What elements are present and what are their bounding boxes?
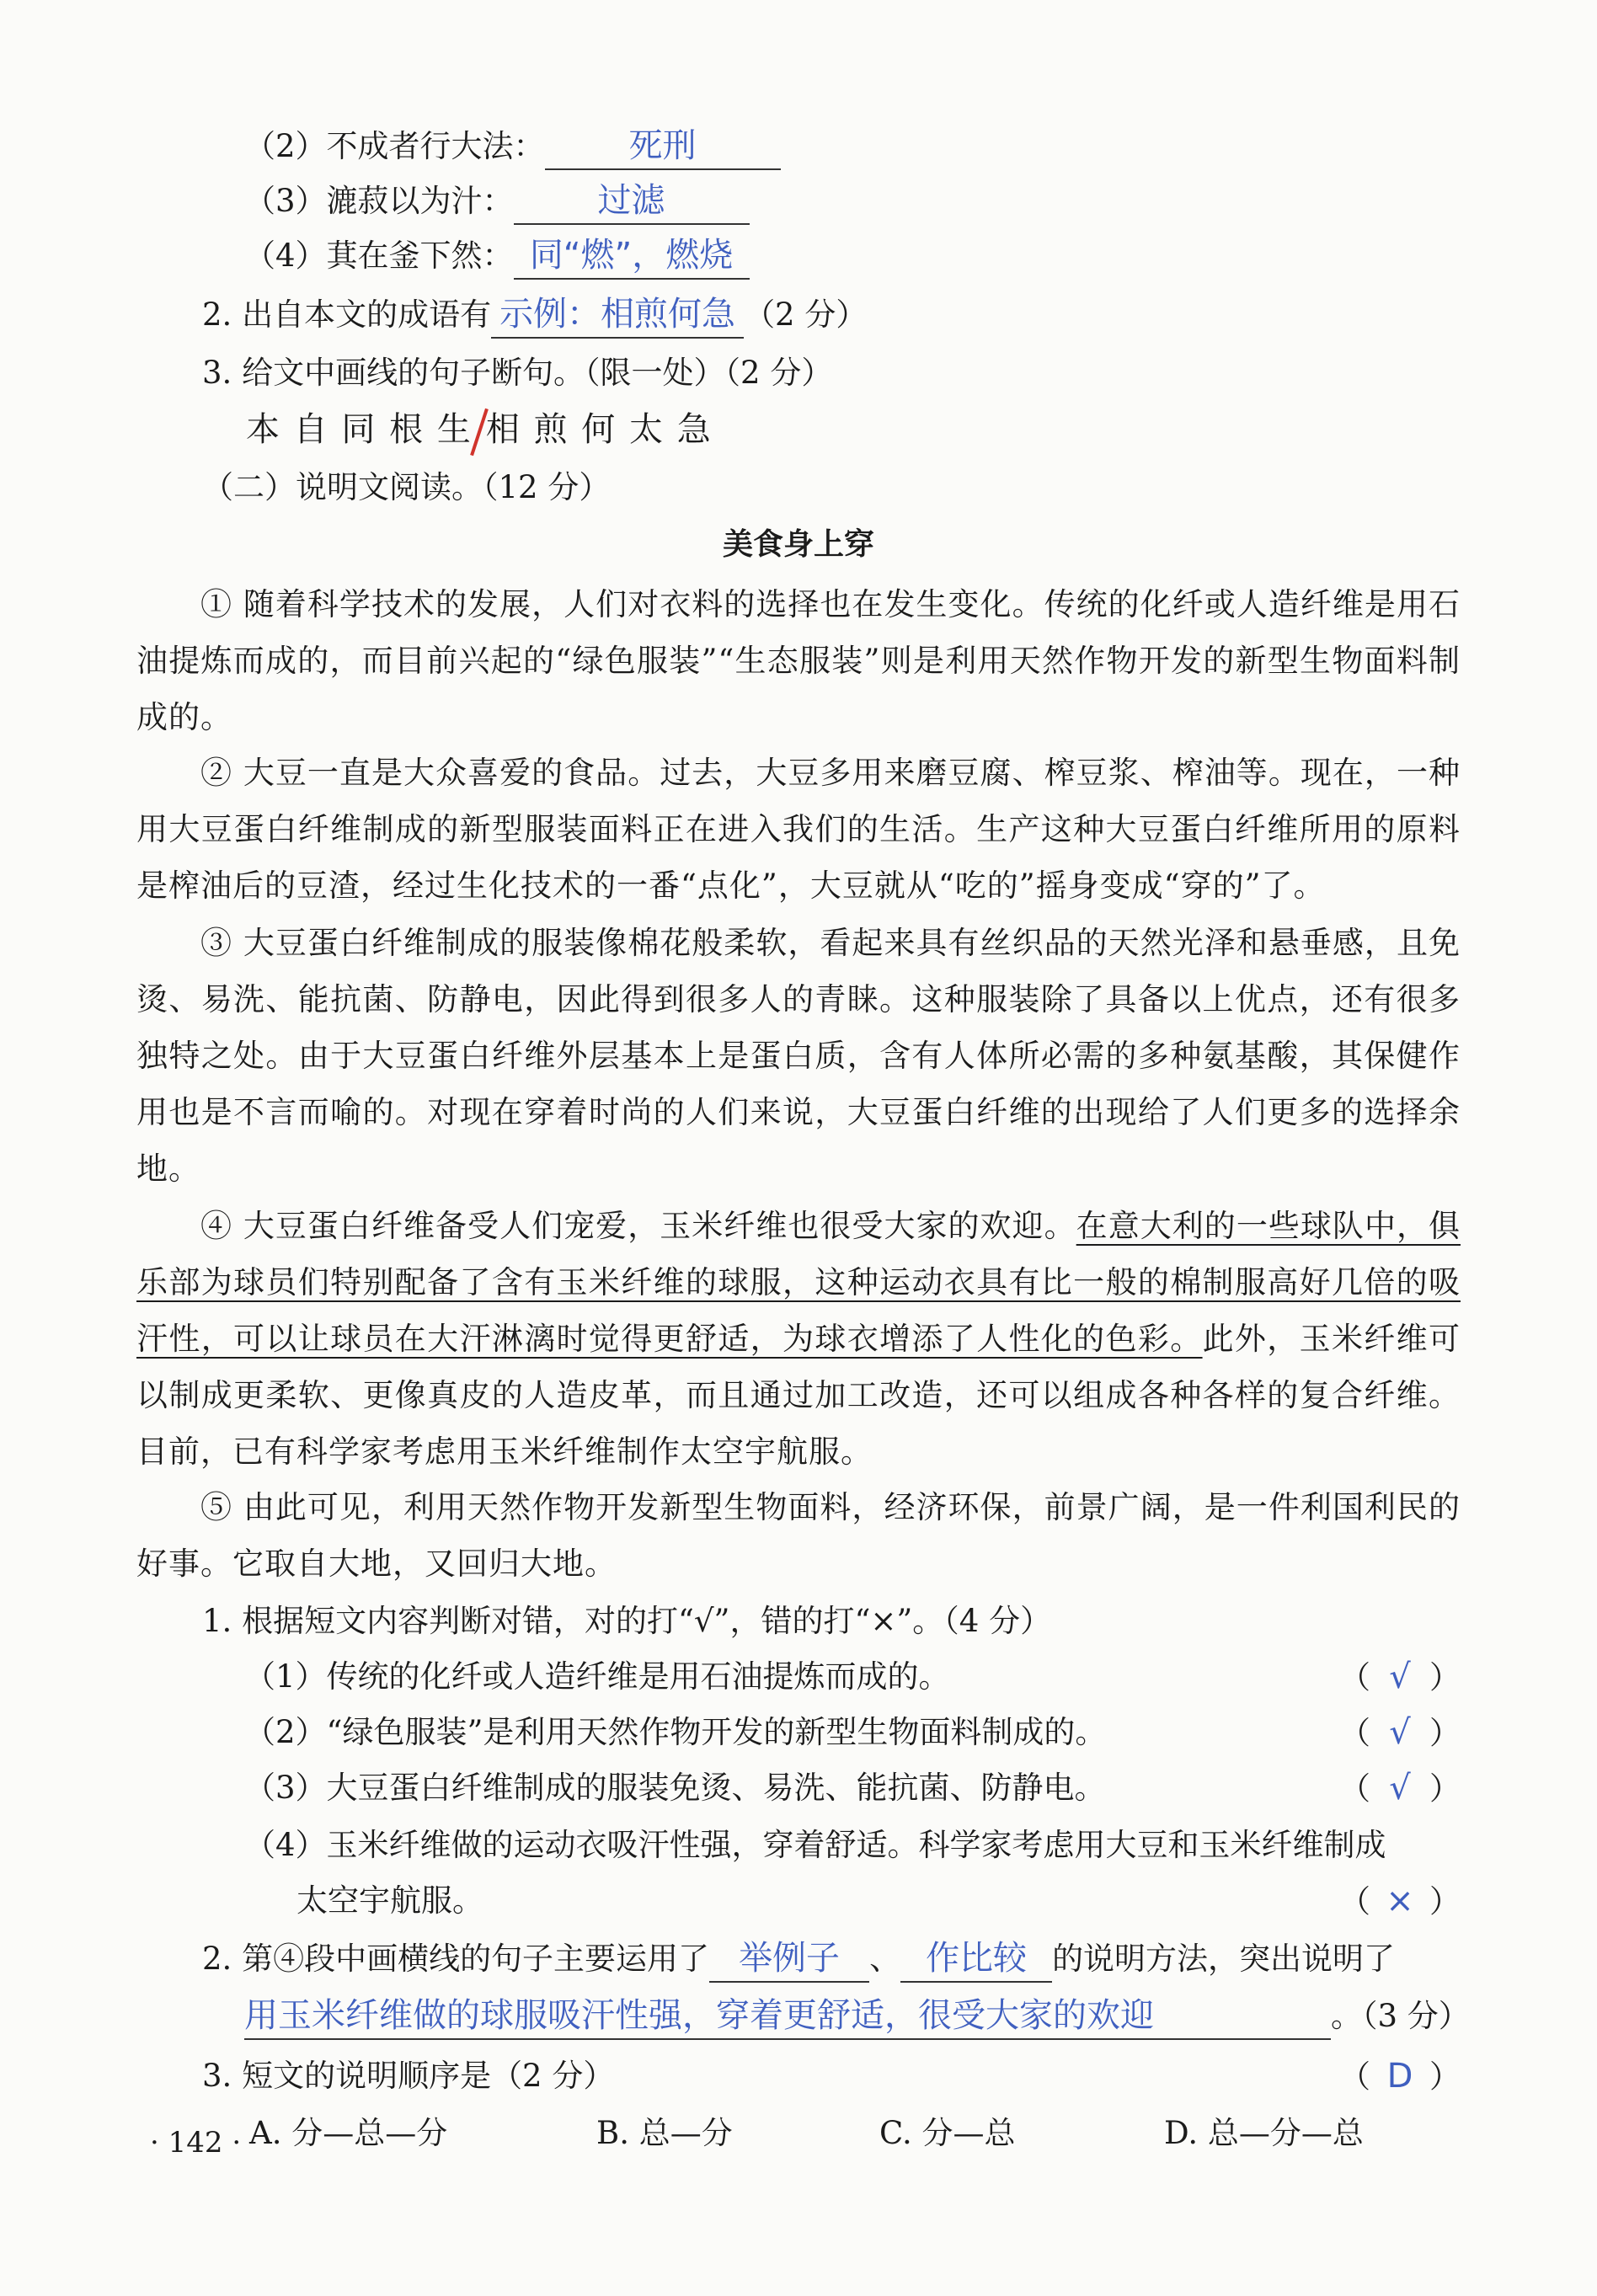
q1-item-3-answer: 过滤 <box>514 179 750 225</box>
q2-prefix: 2. 出自本文的成语有 <box>202 296 492 333</box>
s2-q1-item1: （1）传统的化纤或人造纤维是用石油提炼而成的。 <box>244 1658 950 1695</box>
s2-q1-stem: 1. 根据短文内容判断对错，对的打“√”，错的打“×”。（4 分） <box>202 1603 1052 1639</box>
q3-line: 3. 给文中画线的句子断句。（限一处）（2 分） <box>202 355 833 391</box>
page-number: · 142 · <box>150 2126 242 2160</box>
q1-item-4-text: （4）萁在釜下然： <box>244 238 514 274</box>
s2-q1-item2: （2）“绿色服装”是利用天然作物开发的新型生物面料制成的。 <box>244 1714 1107 1750</box>
break-sentence <box>246 408 713 457</box>
s2-q1-item4: （4）玉米纤维做的运动衣吸汗性强，穿着舒适。科学家考虑用大豆和玉米纤维制成 <box>244 1827 1386 1863</box>
s2-q3-stem: 3. 短文的说明顺序是（2 分） <box>202 2058 615 2094</box>
s2-q2-answer1: 举例子 <box>709 1937 869 1983</box>
s2-q2-line1 <box>202 1937 1395 1983</box>
s2-q1-item2-paren: （ √ ） <box>1339 1713 1461 1752</box>
q2-line <box>202 293 867 339</box>
s2-q1-item4-paren: （ × ） <box>1339 1882 1461 1920</box>
paragraph-3: ③ 大豆蛋白纤维制成的服装像棉花般柔软，看起来具有丝织品的天然光泽和悬垂感，且免烫、易洗、能抗菌、防静电，因此得到很多人的青睐。这种服装除了具备以上优点，还有很多独特之处。由于大豆蛋白纤维外层基本上是蛋白质，含有人体所必需的多种氨基酸，其保健作用也是不言而喻的。对现在穿着时尚的人们来说，大豆蛋白纤维的出现给了人们更多的选择余地。 <box>136 925 1461 1187</box>
s2-q2-prefix: 2. 第④段中画横线的句子主要运用了 <box>202 1941 710 1977</box>
s2-q3-option-b: B. 总—分 <box>596 2115 733 2151</box>
s2-q1-item3-paren: （ √ ） <box>1339 1769 1461 1807</box>
article-title: 美食身上穿 <box>722 527 874 562</box>
q1-item-2-answer: 死刑 <box>545 125 781 170</box>
s2-q1-item2-mark: √ <box>1389 1713 1411 1752</box>
p4-underlined-sentence: 在意大利的一些球队中，俱乐部为球员们特别配备了含有玉米纤维的球服，这种运动衣具有比一般的棉制服高好几倍的吸汗性，可以让球员在大汗淋漓时觉得更舒适，为球衣增添了人性化的色彩。 <box>136 1208 1461 1357</box>
s2-q3-option-a: A. 分—总—分 <box>249 2115 448 2151</box>
q1-item-3-text: （3）漉菽以为汁： <box>244 183 514 219</box>
s2-q3-option-d: D. 总—分—总 <box>1164 2115 1364 2151</box>
s2-q1-item1-paren: （ √ ） <box>1339 1658 1461 1696</box>
s2-q2-line2 <box>244 1994 1470 2040</box>
section2-heading: （二）说明文阅读。（12 分） <box>202 469 611 505</box>
q1-item-2-text: （2）不成者行大法： <box>244 128 545 164</box>
s2-q3-answer: D <box>1386 2057 1413 2096</box>
paragraph-4 <box>136 1198 1461 1480</box>
p4-intro: ④ 大豆蛋白纤维备受人们宠爱，玉米纤维也很受大家的欢迎。 <box>200 1208 1076 1244</box>
s2-q1-item4-cont: 太空宇航服。 <box>296 1882 483 1919</box>
paragraph-1: ① 随着科学技术的发展，人们对衣料的选择也在发生变化。传统的化纤或人造纤维是用石油提炼而成的，而目前兴起的“绿色服装”“生态服装”则是利用天然作物开发的新型生物面料制成的。 <box>136 586 1461 735</box>
sentence-right: 相 煎 何 太 急 <box>485 410 713 449</box>
q1-item-4 <box>244 234 750 280</box>
s2-q2-suffix: 的说明方法，突出说明了 <box>1052 1941 1396 1977</box>
q1-item-2 <box>244 125 781 170</box>
s2-q2-end: 。（3 分） <box>1331 1998 1470 2034</box>
s2-q3-option-c: C. 分—总 <box>879 2115 1016 2151</box>
q2-suffix: （2 分） <box>744 296 868 333</box>
s2-q2-sep: 、 <box>869 1941 901 1977</box>
q1-item-3 <box>244 179 750 225</box>
paragraph-5: ⑤ 由此可见，利用天然作物开发新型生物面料，经济环保，前景广阔，是一件利国利民的好事。它取自大地，又回归大地。 <box>136 1489 1461 1582</box>
q2-answer: 示例：相煎何急 <box>491 293 744 339</box>
q1-item-4-answer: 同“燃”，燃烧 <box>514 234 750 280</box>
s2-q1-item4-mark: × <box>1386 1882 1414 1920</box>
sentence-left: 本 自 同 根 生 <box>246 410 473 449</box>
s2-q2-answer2: 作比较 <box>900 1937 1052 1983</box>
s2-q3-paren: （ D ） <box>1339 2057 1461 2096</box>
s2-q2-answer3: 用玉米纤维做的球服吸汗性强，穿着更舒适，很受大家的欢迎 <box>244 1994 1331 2040</box>
paragraph-2: ② 大豆一直是大众喜爱的食品。过去，大豆多用来磨豆腐、榨豆浆、榨油等。现在，一种用大豆蛋白纤维制成的新型服装面料正在进入我们的生活。生产这种大豆蛋白纤维所用的原料是榨油后的豆渣，经过生化技术的一番“点化”，大豆就从“吃的”摇身变成“穿的”了。 <box>136 755 1461 904</box>
s2-q1-item1-mark: √ <box>1389 1658 1411 1696</box>
p4-rest: 此外，玉米纤维可以制成更柔软、更像真皮的人造皮革，而且通过加工改造，还可以组成各种各样的复合纤维。目前，已有科学家考虑用玉米纤维制作太空宇航服。 <box>136 1321 1461 1470</box>
s2-q1-item3-mark: √ <box>1389 1769 1411 1807</box>
s2-q1-item3: （3）大豆蛋白纤维制成的服装免烫、易洗、能抗菌、防静电。 <box>244 1770 1106 1806</box>
